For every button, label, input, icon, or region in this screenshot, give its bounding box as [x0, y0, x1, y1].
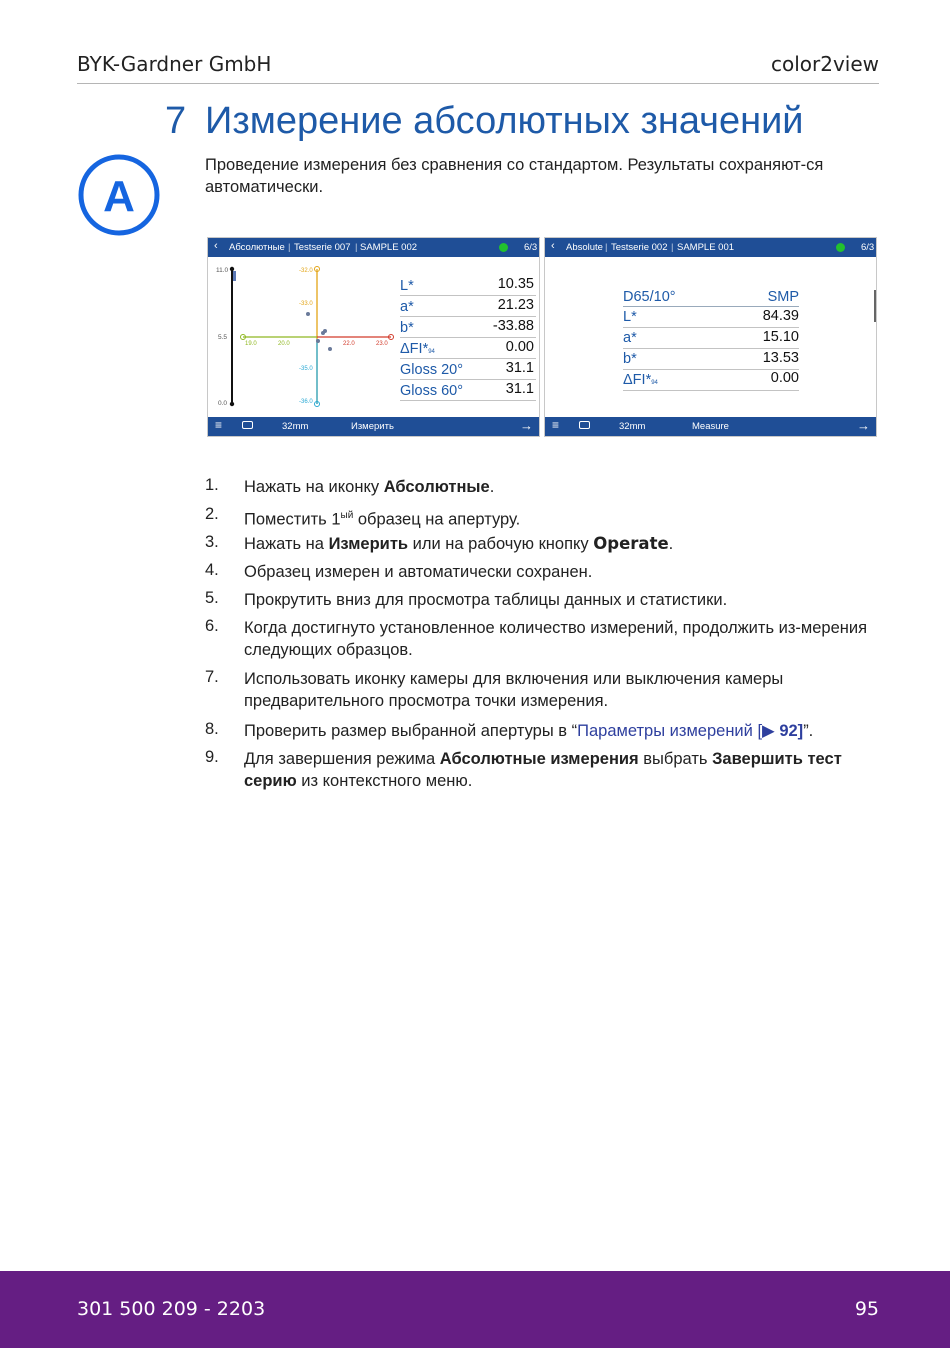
- value: 31.1: [505, 360, 534, 376]
- b-tick: -33.0: [299, 301, 313, 307]
- page-reference-link[interactable]: 92]: [779, 722, 804, 740]
- row-divider: [400, 379, 536, 380]
- screen-top-bar: [208, 238, 539, 257]
- cross-reference-link[interactable]: Параметры измерений [: [577, 722, 763, 740]
- value: 21.23: [497, 297, 534, 313]
- row-divider: [623, 327, 799, 328]
- step-number: 8.: [205, 720, 219, 738]
- status-dot-icon: [499, 243, 508, 252]
- step-text: Поместить $1^{ый}$ образец на апертуру.: [244, 510, 521, 529]
- value-label: Gloss 20°: [400, 362, 464, 378]
- step-text: Когда достигнуто установленное количество измерений, продолжить из-мерения следующих образцов.: [244, 619, 868, 659]
- b-tick: -35.0: [299, 366, 313, 372]
- value-label: L*: [400, 278, 414, 294]
- value-label: b*: [400, 320, 414, 336]
- scrollbar[interactable]: [874, 290, 876, 322]
- breadcrumb-sep-icon: |: [288, 242, 291, 253]
- step-text: Нажать на иконку Абсолютные.: [244, 478, 495, 496]
- value: 15.10: [762, 329, 799, 345]
- b-tick: -36.0: [299, 399, 313, 405]
- value-label: ΔFI*94: [623, 372, 658, 388]
- step-number: 7.: [205, 668, 219, 686]
- a-tick: 19.0: [245, 341, 257, 347]
- aperture-size[interactable]: 32mm: [619, 421, 646, 432]
- sample-point: [321, 331, 325, 335]
- sample-point: [316, 339, 320, 343]
- step-text: Образец измерен и автоматически сохранен.: [244, 563, 593, 581]
- value: 13.53: [762, 350, 799, 366]
- screenshot-absolute-table: [544, 237, 877, 437]
- l-tick: 11.0: [216, 267, 229, 274]
- arrow-right-icon[interactable]: →: [520, 418, 533, 433]
- menu-icon[interactable]: ≡: [552, 418, 560, 432]
- screen-bottom-bar: [208, 417, 539, 436]
- step-number: 4.: [205, 561, 219, 579]
- measure-button[interactable]: Measure: [692, 421, 729, 432]
- page-indicator: 6/3: [861, 242, 875, 253]
- value: 10.35: [497, 276, 534, 292]
- step-number: 9.: [205, 748, 219, 766]
- b-tick: -32.0: [299, 268, 313, 274]
- screenshot-absolute-plot: [207, 237, 540, 437]
- sample-column-header: SMP: [767, 289, 799, 305]
- value: -33.88: [492, 318, 534, 334]
- footer: [0, 1271, 950, 1348]
- arrow-right-icon[interactable]: →: [857, 418, 870, 433]
- badge-letter: A: [103, 172, 135, 221]
- value-label: ΔFI*94: [400, 341, 435, 357]
- step-number: 5.: [205, 589, 219, 607]
- value-label: L*: [623, 309, 637, 325]
- breadcrumb-nav[interactable]: Абсолютные: [229, 242, 285, 253]
- step-text: Нажать на Измерить или на рабочую кнопку Operate.: [244, 534, 674, 553]
- breadcrumb-series: Testserie 007: [294, 242, 351, 253]
- a-tick: 22.0: [343, 341, 355, 347]
- header-divider: [77, 83, 879, 84]
- step-number: 2.: [205, 505, 219, 523]
- row-divider: [400, 358, 536, 359]
- row-divider: [400, 295, 536, 296]
- a-tick: 23.0: [376, 341, 388, 347]
- sample-point: [306, 312, 310, 316]
- screen-top-bar: [545, 238, 876, 257]
- value: 84.39: [762, 308, 799, 324]
- aperture-size[interactable]: 32mm: [282, 421, 309, 432]
- step-text: Проверить размер выбранной апертуры в “Параметры измерений [▶ 92]”.: [244, 722, 814, 740]
- value-label: a*: [400, 299, 414, 315]
- menu-icon[interactable]: ≡: [215, 418, 223, 432]
- step-text: Для завершения режима Абсолютные измерения выбрать Завершить тест серию из контекстного меню.: [244, 750, 842, 790]
- row-divider: [400, 337, 536, 338]
- breadcrumb-nav[interactable]: Absolute: [566, 242, 603, 253]
- step-number: 3.: [205, 533, 219, 551]
- l-tick: 0.0: [218, 400, 228, 407]
- value: 0.00: [505, 339, 534, 355]
- row-divider: [623, 348, 799, 349]
- step-number: 6.: [205, 617, 219, 635]
- breadcrumb-series: Testserie 002: [611, 242, 668, 253]
- row-divider: [623, 306, 799, 307]
- breadcrumb-sample: SAMPLE 001: [677, 242, 735, 253]
- l-axis-end-marker: [230, 402, 234, 406]
- l-axis-end-marker: [230, 267, 234, 271]
- l-tick: 5.5: [218, 334, 228, 341]
- row-divider: [400, 316, 536, 317]
- document-number: 301 500 209 - 2203: [77, 1298, 266, 1320]
- status-dot-icon: [836, 243, 845, 252]
- breadcrumb-sep-icon: |: [355, 242, 358, 253]
- absolute-mode-icon: [77, 153, 161, 237]
- value-label: b*: [623, 351, 637, 367]
- l-sample-marker: [233, 271, 236, 281]
- step-text: Прокрутить вниз для просмотра таблицы данных и статистики.: [244, 591, 728, 609]
- intro-text: Проведение измерения без сравнения со стандартом. Результаты сохраняют-ся автоматически.: [205, 156, 824, 196]
- camera-icon[interactable]: [579, 421, 590, 429]
- row-divider: [400, 400, 536, 401]
- value: 0.00: [770, 370, 799, 386]
- step-number: 1.: [205, 476, 219, 494]
- illuminant-header: D65/10°: [623, 289, 676, 305]
- color-plot: [208, 257, 398, 417]
- breadcrumb-sep-icon: |: [605, 242, 608, 253]
- screen-bottom-bar: [545, 417, 876, 436]
- value-label: Gloss 60°: [400, 383, 464, 399]
- sample-point: [328, 347, 332, 351]
- row-divider: [623, 390, 799, 391]
- breadcrumb-sample: SAMPLE 002: [360, 242, 418, 253]
- page-number: 95: [854, 1298, 879, 1320]
- measure-button[interactable]: Измерить: [351, 421, 394, 432]
- chapter-number: 7: [165, 100, 187, 142]
- page-indicator: 6/3: [524, 242, 538, 253]
- play-icon[interactable]: ▶: [762, 722, 780, 740]
- a-tick: 20.0: [278, 341, 290, 347]
- header-company: BYK-Gardner GmbH: [77, 52, 272, 76]
- breadcrumb-sep-icon: |: [671, 242, 674, 253]
- step-text: Использовать иконку камеры для включения или выключения камеры предварительного просмотра точки измерения.: [244, 670, 784, 710]
- camera-icon[interactable]: [242, 421, 253, 429]
- chapter-title: Измерение абсолютных значений: [205, 100, 804, 142]
- back-icon[interactable]: ‹: [214, 240, 218, 252]
- header-product: color2view: [770, 52, 879, 76]
- value-label: a*: [623, 330, 637, 346]
- value: 31.1: [505, 381, 534, 397]
- back-icon[interactable]: ‹: [551, 240, 555, 252]
